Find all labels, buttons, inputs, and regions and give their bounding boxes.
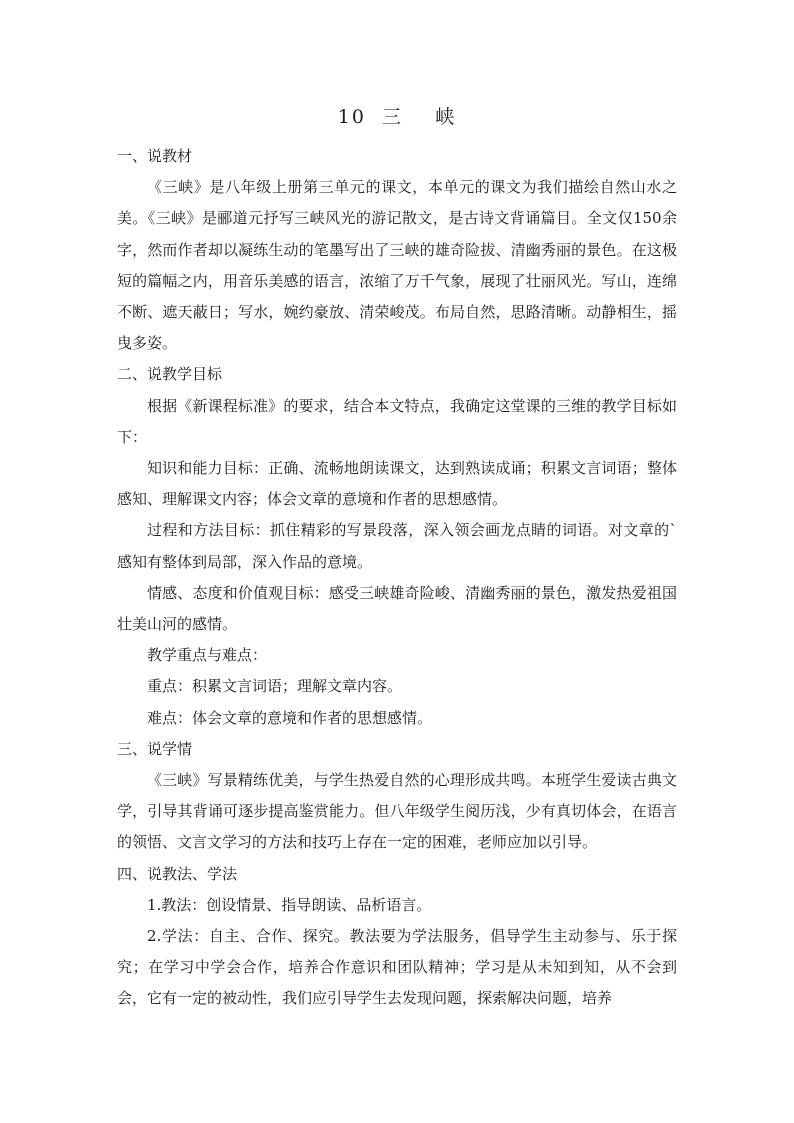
- paragraph: 《三峡》写景精练优美，与学生热爱自然的心理形成共鸣。本班学生爱读古典文学，引导其背诵可逐步提高鉴赏能力。但八年级学生阅历浅，少有真切体会，在语言的领悟、文言文学习的方法和技巧上存在一定的困难，老师应加以引导。: [117, 771, 677, 852]
- paragraph: 根据《新课程标准》的要求，结合本文特点，我确定这堂课的三维的教学目标如下：: [117, 396, 677, 446]
- page-title: 10 三 峡: [337, 106, 457, 128]
- paragraph: 重点：积累文言词语；理解文章内容。: [147, 677, 403, 696]
- paragraph: 教学重点与难点：: [147, 646, 268, 665]
- paragraph: 知识和能力目标：正确、流畅地朗读课文，达到熟读成诵；积累文言词语；整体感知、理解课文内容；体会文章的意境和作者的思想感情。: [117, 459, 677, 509]
- paragraph: 过程和方法目标：抓住精彩的写景段落，深入领会画龙点睛的词语。对文章的`感知有整体到局部，深入作品的意境。: [117, 521, 677, 571]
- paragraph: 情感、态度和价值观目标：感受三峡雄奇险峻、清幽秀丽的景色，激发热爱祖国壮美山河的感情。: [117, 583, 677, 634]
- paragraph: 2.学法：自主、合作、探究。教法要为学法服务，倡导学生主动参与、乐于探究；在学习中学会合作，培养合作意识和团队精神；学习是从未知到知，从不会到会，它有一定的被动性，我们应引导学生去发现问题，探索解决问题，培养: [117, 927, 677, 1008]
- section-heading-methods: 四、说教法、学法: [117, 864, 238, 883]
- section-heading-student-analysis: 三、说学情: [117, 739, 193, 758]
- section-heading-teaching-material: 一、说教材: [117, 147, 193, 165]
- paragraph: 《三峡》是八年级上册第三单元的课文，本单元的课文为我们描绘自然山水之美。《三峡》是郦道元抒写三峡风光的游记散文，是古诗文背诵篇目。全文仅150余字，然而作者却以凝练生动的笔墨写出了三峡的雄奇险拔、清幽秀丽的景色。在这极短的篇幅之内，用音乐美感的语言，浓缩了万千气象，展现了壮丽风光。写山，连绵不断、遮天蔽日；写水，婉约豪放、清荣峻茂。布局自然，思路清晰。动静相生，摇曳多姿。: [117, 178, 677, 353]
- document-body: [117, 141, 677, 1015]
- paragraph: 1.教法：创设情景、指导朗读、品析语言。: [147, 895, 432, 914]
- section-heading-teaching-goals: 二、说教学目标: [117, 365, 223, 384]
- paragraph: 难点：体会文章的意境和作者的思想感情。: [147, 708, 433, 727]
